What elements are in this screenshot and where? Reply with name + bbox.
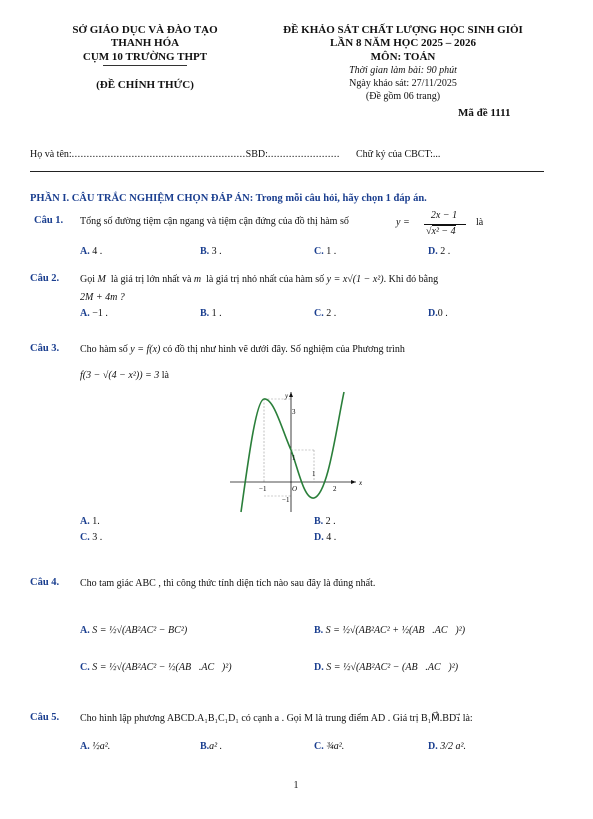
sbd-dots: ........................ [267,149,340,160]
q1-option-d[interactable]: D. 2 . [428,246,451,257]
q3-label: Câu 3. [30,343,60,354]
province: THANH HÓA [110,37,180,49]
q3-text: Cho hàm số y = f(x) có đồ thị như hình vẽ dưới đây. Số nghiệm của Phương trình [80,344,405,355]
q1-frac-num: 2x − 1 [430,210,458,221]
sbd-label: SBD: [245,149,268,160]
part1-title: PHẦN I. CÂU TRẮC NGHIỆM CHỌN ĐÁP ÁN: Trong mỗi câu hỏi, hãy chọn 1 đáp án. [30,193,427,204]
graph-origin: O [292,485,298,493]
q5-option-c[interactable]: C. ¾a². [314,741,345,752]
q1-text: Tổng số đường tiệm cận ngang và tiệm cận đứng của đồ thị hàm số [80,216,349,227]
official-tag: (ĐỀ CHÍNH THỨC) [96,79,194,91]
q2-text: Gọi M là giá trị lớn nhất và m là giá trị nhỏ nhất của hàm số y = x√(1 − x²). Khi đó bằng [80,274,439,285]
q3-option-b[interactable]: B. 2 . [314,516,336,527]
header-left-underline [103,65,187,66]
q1-tail: là [476,217,484,228]
q1-func-y: y = [396,217,410,228]
q5-option-b[interactable]: B.a² . [200,741,223,752]
x-axis-arrow [351,480,356,484]
q2-option-a[interactable]: A. −1 . [80,308,108,319]
q4-text: Cho tam giác ABC , thì công thức tính diện tích nào sau đây là đúng nhất. [80,578,376,589]
subject: MÔN: TOÁN [370,51,436,63]
q2-option-b[interactable]: B. 1 . [200,308,222,319]
q1-option-a[interactable]: A. 4 . [80,246,103,257]
q5-option-d[interactable]: D. 3/2 a². [428,741,467,752]
student-info-line [30,149,340,160]
q2-option-c[interactable]: C. 2 . [314,308,337,319]
q1-frac-den: x² − 4 [431,226,456,237]
q2-func: y = x√(1 − x²) [326,274,384,285]
dept-name: SỞ GIÁO DỤC VÀ ĐÀO TẠO [72,24,218,36]
cluster-name: CỤM 10 TRƯỜNG THPT [82,51,208,63]
exam-date: Ngày khảo sát: 27/11/2025 [349,78,457,89]
q3-option-a[interactable]: A. 1. [80,516,100,527]
name-dots: .......................................................... [71,149,246,160]
q5-label: Câu 5. [30,712,60,723]
q4-option-b[interactable]: B. S = ½√(AB²AC² + ½(AB⃗.AC⃗)²) [314,625,466,636]
q3-option-d[interactable]: D. 4 . [314,532,337,543]
q1-label: Câu 1. [34,215,64,226]
q4-option-d[interactable]: D. S = ½√(AB²AC² − (AB⃗.AC⃗)²) [314,662,459,673]
exam-title: ĐỀ KHẢO SÁT CHẤT LƯỢNG HỌC SINH GIỎI [283,24,523,36]
signature-label: Chữ ký của CBCT:... [356,149,441,160]
q2-line2: 2M + 4m ? [80,292,125,303]
duration: Thời gian làm bài: 90 phút [349,65,457,76]
q4-label: Câu 4. [30,577,60,588]
graph-y-label: y [285,392,289,400]
y-axis-arrow [289,392,293,397]
graph-tick-2: 2 [333,485,337,493]
q4-option-a[interactable]: A. S = ½√(AB²AC² − BC²) [80,625,188,636]
q5-option-a[interactable]: A. ½a². [80,741,111,752]
graph-tick-3: 3 [292,408,296,416]
q3-option-c[interactable]: C. 3 . [80,532,103,543]
exam-round: LẦN 8 NĂM HỌC 2025 – 2026 [329,37,477,49]
q1-option-b[interactable]: B. 3 . [200,246,222,257]
page-count: (Đề gồm 06 trang) [365,91,441,102]
graph-tick-neg1x: −1 [259,485,267,493]
exam-code: Mã đề 1111 [458,107,511,119]
q1-option-c[interactable]: C. 1 . [314,246,337,257]
graph-tick-1x: 1 [312,470,316,478]
q4-option-c[interactable]: C. S = ½√(AB²AC² − ½(AB⃗.AC⃗)²) [80,662,232,673]
q3-func: y = f(x) [130,344,161,355]
q3-function-graph [228,390,364,514]
q2-label: Câu 2. [30,273,60,284]
q2-option-d[interactable]: D.0 . [428,308,448,319]
q3-equation: f(3 − √(4 − x²)) = 3 [80,370,160,381]
name-label: Họ và tên: [30,149,72,160]
q5-text: Cho hình lập phương ABCD.A₁B₁C₁D₁ có cạnh a . Gọi M là trung điểm AD . Giá trị B₁M⃗.BD₁⃗ là: [80,713,473,724]
q1-frac-den-wrap: √x² − 4 [426,226,456,237]
graph-tick-neg1y: −1 [282,496,290,504]
q3-equation-line: f(3 − √(4 − x²)) = 3 là [80,370,169,381]
page-number: 1 [293,780,299,791]
graph-tick-1y: 1 [292,454,296,462]
graph-x-label: x [359,479,363,487]
separator-line [30,171,544,172]
